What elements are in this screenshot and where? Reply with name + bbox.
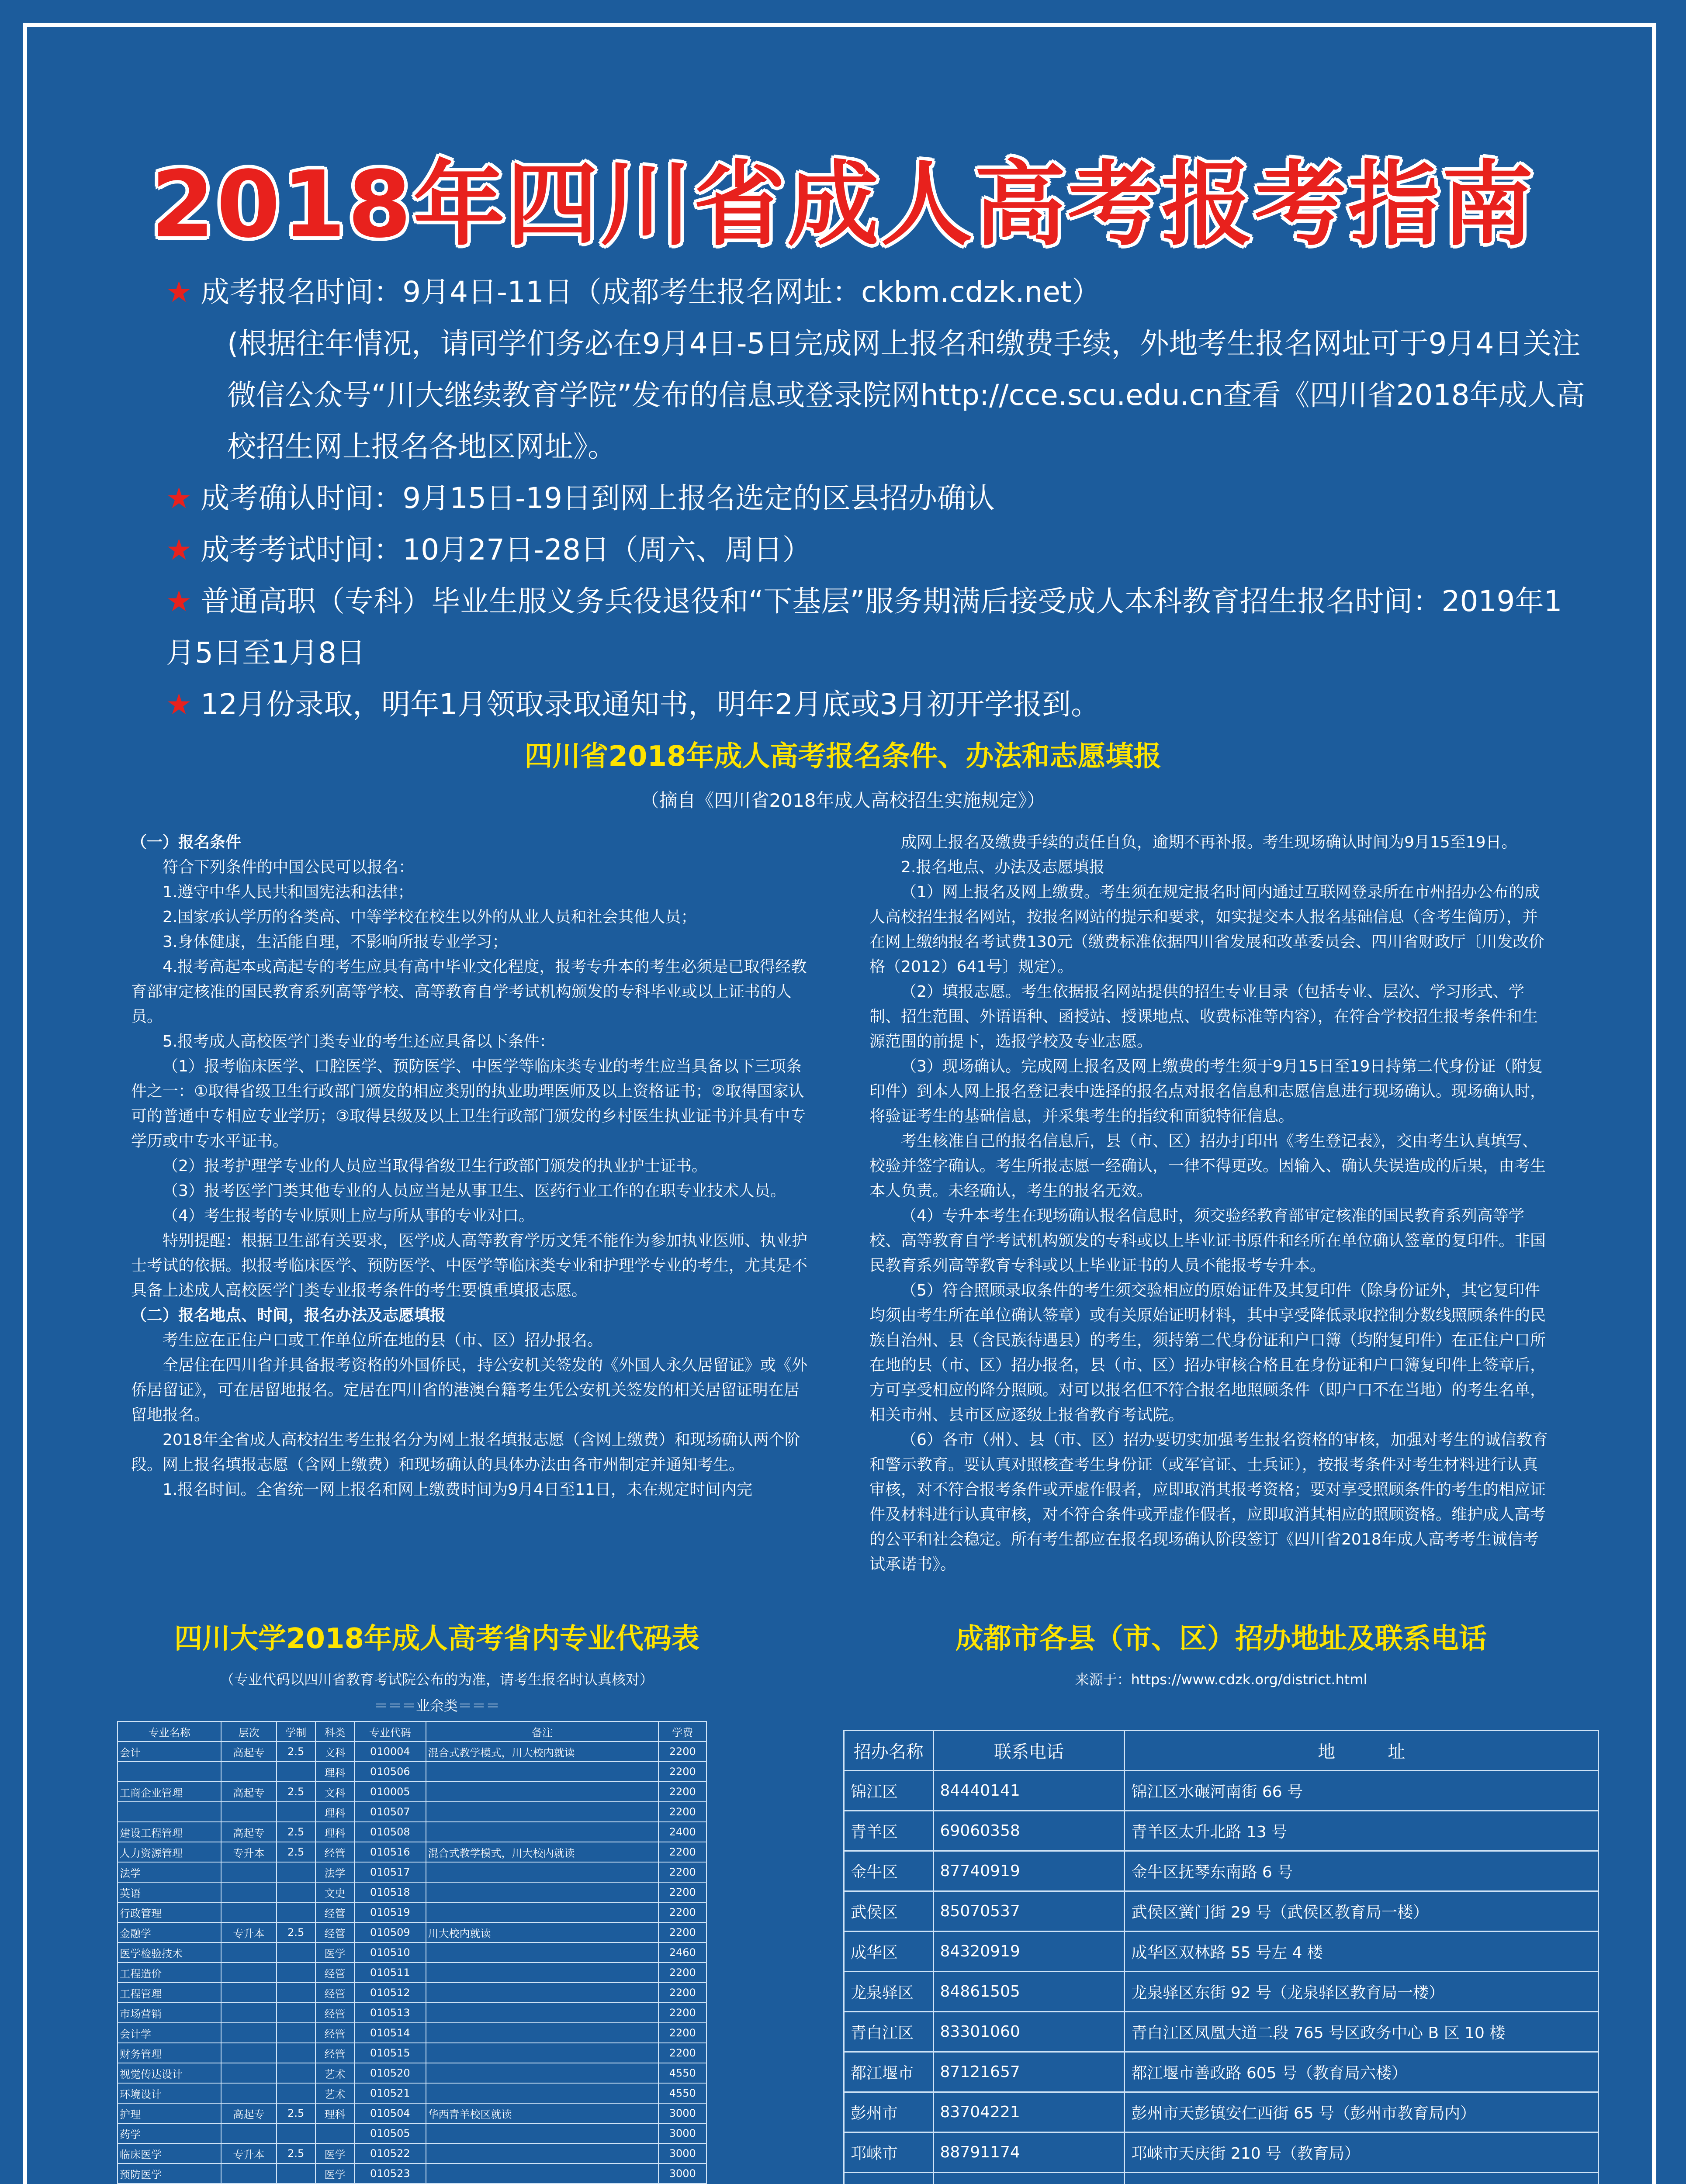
conditions-subtitle: （摘自《四川省2018年成人高校招生实施规定》）	[640, 790, 1046, 811]
table-cell: 川大校内就读	[426, 1922, 659, 1942]
table-row	[118, 1862, 706, 1882]
table-cell: 锦江区水碾河南街 66 号	[1125, 1771, 1599, 1811]
table-cell: 2400	[658, 1822, 706, 1842]
table-cell: 文科	[315, 1782, 354, 1802]
table-cell: 青白江区	[844, 2012, 934, 2052]
table-cell: 法学	[118, 1862, 221, 1882]
table-row	[118, 2023, 706, 2043]
table-cell: 邛崃市天庆街 210 号（教育局）	[1125, 2132, 1599, 2173]
table-cell	[221, 1882, 276, 1902]
table-cell: 工程管理	[118, 1983, 221, 2003]
table-cell: 市场营销	[118, 2003, 221, 2023]
clause-paragraph: 4.报考高起本或高起专的考生应具有高中毕业文化程度，报考专升本的考生必须是已取得经教育部审定核准的国民教育系列高等学校、高等教育自学考试机构颁发的专科毕业或以上证书的人员。	[131, 958, 807, 1026]
table-cell: 010521	[354, 2083, 426, 2103]
table-cell: 高起专	[221, 2103, 276, 2123]
clause-heading: （一）报名条件	[131, 833, 242, 851]
table-cell	[426, 2123, 659, 2143]
star-icon: ★	[166, 481, 192, 515]
table-cell	[426, 2023, 659, 2043]
table-cell	[933, 2173, 1125, 2184]
table-cell: 010512	[354, 1983, 426, 2003]
table-cell	[221, 2003, 276, 2023]
table-cell: 010004	[354, 1742, 426, 1762]
table-cell: 85070537	[933, 1891, 1125, 1932]
table-cell: 医学	[315, 2163, 354, 2184]
table-cell: 2200	[658, 1802, 706, 1822]
table-cell: 010513	[354, 2003, 426, 2023]
table-row	[844, 1891, 1599, 1932]
table-cell	[221, 2063, 276, 2083]
contacts-source: 来源于：https://www.cdzk.org/district.html	[1075, 1671, 1367, 1688]
table-cell: 彭州市天彭镇安仁西街 65 号（彭州市教育局内）	[1125, 2092, 1599, 2132]
clause-paragraph: 2.报名地点、办法及志愿填报	[901, 858, 1105, 876]
table-cell: 理科	[315, 1802, 354, 1822]
star-icon: ★	[166, 584, 192, 618]
table-cell	[277, 1983, 315, 2003]
clause-paragraph: 2018年全省成人高校招生考生报名分为网上报名填报志愿（含网上缴费）和现场确认两个阶段。网上报名填报志愿（含网上缴费）和现场确认的具体办法由各市州制定并通知考生。	[131, 1431, 800, 1474]
table-cell: 都江堰市善政路 605 号（教育局六楼）	[1125, 2052, 1599, 2092]
table-cell: 010517	[354, 1862, 426, 1882]
table-cell	[221, 1762, 276, 1782]
table-cell	[277, 2123, 315, 2143]
table-cell	[118, 1802, 221, 1822]
header-cell: 学制	[277, 1721, 315, 1742]
notice-admission: 12月份录取，明年1月领取录取通知书，明年2月底或3月初开学报到。	[201, 688, 1100, 721]
table-cell	[221, 1963, 276, 1983]
header-cell: 备注	[426, 1721, 659, 1742]
table-row	[844, 2052, 1599, 2092]
table-cell: 预防医学	[118, 2163, 221, 2184]
table-cell	[221, 2163, 276, 2184]
table-cell	[426, 2083, 659, 2103]
table-cell	[277, 2063, 315, 2083]
table-cell: 3000	[658, 2143, 706, 2163]
poster-title: 2018年四川省成人高考报考指南	[151, 151, 1535, 258]
table-row	[118, 1802, 706, 1822]
table-cell: 工商企业管理	[118, 1782, 221, 1802]
codes-title: 四川大学2018年成人高考省内专业代码表	[174, 1623, 700, 1655]
table-cell	[221, 1802, 276, 1822]
table-cell: 药学	[118, 2123, 221, 2143]
table-cell	[426, 1862, 659, 1882]
table-cell	[277, 2023, 315, 2043]
table-cell: 010510	[354, 1942, 426, 1963]
table-row	[118, 1983, 706, 2003]
table-cell: 护理	[118, 2103, 221, 2123]
table-cell	[277, 1802, 315, 1822]
table-cell: 010518	[354, 1882, 426, 1902]
header-cell: 学费	[658, 1721, 706, 1742]
clause-paragraph: 5.报考成人高校医学门类专业的考生还应具备以下条件：	[163, 1033, 555, 1051]
table-cell: 010509	[354, 1922, 426, 1942]
clause-paragraph: （2）填报志愿。考生依据报名网站提供的招生专业目录（包括专业、层次、学习形式、学制、招生范围、外语语种、函授站、授课地点、收费标准等内容），在符合学校招生报考条件和生源范围的前提下，选报学校及专业志愿。	[869, 983, 1538, 1051]
table-cell: 成华区	[844, 1932, 934, 1972]
table-cell: 青白江区凤凰大道二段 765 号区政务中心 B 区 10 楼	[1125, 2012, 1599, 2052]
table-cell: 理科	[315, 1822, 354, 1842]
table-cell: 84440141	[933, 1771, 1125, 1811]
table-cell: 经管	[315, 1963, 354, 1983]
table-cell: 行政管理	[118, 1902, 221, 1922]
clause-paragraph: （1）网上报名及网上缴费。考生须在规定报名时间内通过互联网登录所在市州招办公布的成人高校招生报名网站，按报名网站的提示和要求，如实提交本人报名基础信息（含考生简历），并在网上缴纳报名考试费130元（缴费标准依据四川省发展和改革委员会、四川省财政厅〔川发改价格（2012）641号〕规定）。	[869, 883, 1544, 976]
table-cell: 87740919	[933, 1851, 1125, 1891]
star-icon: ★	[166, 533, 192, 567]
table-cell	[426, 2143, 659, 2163]
table-cell: 临床医学	[118, 2143, 221, 2163]
spare-heading: ＝＝＝业余类＝＝＝	[374, 1697, 500, 1714]
table-cell: 彭州市	[844, 2092, 934, 2132]
table-cell: 88791174	[933, 2132, 1125, 2173]
table-cell: 邛崃市	[844, 2132, 934, 2173]
contacts-header	[844, 1731, 1599, 1771]
table-row	[118, 1963, 706, 1983]
table-cell: 经管	[315, 1922, 354, 1942]
table-cell	[221, 2023, 276, 2043]
table-row	[118, 2163, 706, 2184]
table-cell: 医学	[315, 1942, 354, 1963]
table-cell	[426, 2163, 659, 2184]
clause-paragraph: 全居住在四川省并具备报考资格的外国侨民，持公安机关签发的《外国人永久居留证》或《外侨居留证》，可在居留地报名。定居在四川省的港澳台籍考生凭公安机关签发的相关居留证明在居留地报名。	[131, 1356, 808, 1424]
table-cell: 理科	[315, 2103, 354, 2123]
table-cell: 010508	[354, 1822, 426, 1842]
table-row	[844, 1932, 1599, 1972]
table-cell: 2200	[658, 1902, 706, 1922]
table-row	[844, 2012, 1599, 2052]
clause-paragraph: 特别提醒：根据卫生部有关要求，医学成人高等教育学历文凭不能作为参加执业医师、执业护士考试的依据。拟报考临床医学、预防医学、中医学等临床类专业和护理学专业的考生，尤其是不具备上述成人高校医学门类专业报考条件的考生要慎重填报志愿。	[131, 1232, 808, 1299]
table-cell	[277, 1882, 315, 1902]
table-cell: 环境设计	[118, 2083, 221, 2103]
table-cell	[426, 1762, 659, 1782]
header-cell: 层次	[221, 1721, 276, 1742]
table-cell: 2200	[658, 1742, 706, 1762]
table-row	[844, 2173, 1599, 2184]
table-cell: 2200	[658, 1862, 706, 1882]
table-cell: 2.5	[277, 1742, 315, 1762]
table-cell: 武侯区	[844, 1891, 934, 1932]
table-cell: 混合式教学模式，川大校内就读	[426, 1742, 659, 1762]
table-cell	[277, 2003, 315, 2023]
table-cell: 文史	[315, 1882, 354, 1902]
table-cell	[277, 2083, 315, 2103]
table-row	[118, 1742, 706, 1762]
table-cell	[315, 2123, 354, 2143]
table-cell: 视觉传达设计	[118, 2063, 221, 2083]
table-cell	[221, 2083, 276, 2103]
table-cell: 经管	[315, 1983, 354, 2003]
clause-paragraph: （4）专升本考生在现场确认报名信息时，须交验经教育部审定核准的国民教育系列高等学校、高等教育自学考试机构颁发的专科或以上毕业证书原件和经所在单位确认签章的复印件。非国民教育系列高等教育专科或以上毕业证书的人员不能报考专升本。	[869, 1207, 1546, 1275]
table-cell: 2.5	[277, 2103, 315, 2123]
header-cell: 招办名称	[844, 1731, 934, 1771]
table-cell: 010514	[354, 2023, 426, 2043]
clause-paragraph: （1）报考临床医学、口腔医学、预防医学、中医学等临床类专业的考生应当具备以下三项条件之一：①取得省级卫生行政部门颁发的相应类别的执业助理医师及以上资格证书；②取得国家认可的普通中专相应专业学历；③取得县级及以上卫生行政部门颁发的乡村医生执业证书并具有中专学历或中专水平证书。	[131, 1057, 806, 1150]
table-cell: 84861505	[933, 1972, 1125, 2012]
header-cell: 联系电话	[933, 1731, 1125, 1771]
table-cell: 经管	[315, 2003, 354, 2023]
table-cell: 法学	[315, 1862, 354, 1882]
table-cell	[221, 1942, 276, 1963]
table-row	[118, 1902, 706, 1922]
table-cell: 83301060	[933, 2012, 1125, 2052]
table-cell: 4550	[658, 2083, 706, 2103]
table-cell	[221, 2043, 276, 2063]
table-cell: 艺术	[315, 2063, 354, 2083]
table-row	[118, 1842, 706, 1862]
table-row	[118, 1822, 706, 1842]
table-cell: 010005	[354, 1782, 426, 1802]
table-cell: 锦江区	[844, 1771, 934, 1811]
table-cell: 医学	[315, 2143, 354, 2163]
clause-paragraph: 1.报名时间。全省统一网上报名和网上缴费时间为9月4日至11日，未在规定时间内完	[163, 1481, 752, 1499]
table-cell: 2200	[658, 1762, 706, 1782]
table-cell: 3000	[658, 2163, 706, 2184]
table-cell	[1125, 2173, 1599, 2184]
table-cell: 金牛区	[844, 1851, 934, 1891]
table-cell: 经管	[315, 2043, 354, 2063]
clause-paragraph: 符合下列条件的中国公民可以报名：	[163, 858, 415, 876]
table-cell	[426, 2003, 659, 2023]
table-cell: 青羊区太升北路 13 号	[1125, 1811, 1599, 1851]
table-cell: 2.5	[277, 2143, 315, 2163]
table-row	[118, 2103, 706, 2123]
clause-paragraph: （3）现场确认。完成网上报名及网上缴费的考生须于9月15日至19日持第二代身份证（附复印件）到本人网上报名登记表中选择的报名点对报名信息和志愿信息进行现场确认。现场确认时，将验证考生的基础信息，并采集考生的指纹和面貌特征信息。	[869, 1057, 1546, 1125]
table-row	[118, 2043, 706, 2063]
notice-special: 普通高职（专科）毕业生服义务兵役退役和“下基层”服务期满后接受成人本科教育招生报名时间：2019年1月5日至1月8日	[166, 584, 1562, 670]
clause-paragraph: 成网上报名及缴费手续的责任自负，逾期不再补报。考生现场确认时间为9月15至19日。	[901, 833, 1517, 851]
table-cell: 龙泉驿区	[844, 1972, 934, 2012]
table-cell	[277, 2043, 315, 2063]
table-cell: 2200	[658, 2043, 706, 2063]
table-cell: 会计学	[118, 2023, 221, 2043]
clause-paragraph: （5）符合照顾录取条件的考生须交验相应的原始证件及其复印件（除身份证外，其它复印件均须由考生所在单位确认签章）或有关原始证明材料，其中享受降低录取控制分数线照顾条件的民族自治州、县（含民族待遇县）的考生，须持第二代身份证和户口簿（均附复印件）在正住户口所在地的县（市、区）招办报名，县（市、区）招办审核合格且在身份证和户口簿复印件上签章后，方可享受相应的降分照顾。对可以报名但不符合报名地照顾条件（即户口不在当地）的考生名单，相关市州、县市区应逐级上报省教育考试院。	[869, 1282, 1546, 1424]
conditions-right-column	[869, 830, 1551, 1577]
clause-paragraph: （3）报考医学门类其他专业的人员应当是从事卫生、医药行业工作的在职专业技术人员。	[163, 1182, 786, 1200]
header-cell: 地 址	[1125, 1731, 1599, 1771]
table-cell: 经管	[315, 1842, 354, 1862]
table-cell	[221, 1902, 276, 1922]
table-cell: 3000	[658, 2103, 706, 2123]
table-cell: 2.5	[277, 1922, 315, 1942]
header-cell: 专业代码	[354, 1721, 426, 1742]
star-icon: ★	[166, 688, 192, 721]
table-cell	[277, 1902, 315, 1922]
table-cell: 财务管理	[118, 2043, 221, 2063]
table-cell: 医学检验技术	[118, 1942, 221, 1963]
table-cell: 69060358	[933, 1811, 1125, 1851]
table-cell	[277, 1963, 315, 1983]
codes-note: （专业代码以四川省教育考试院公布的为准，请考生报名时认真核对）	[220, 1671, 654, 1688]
clause-paragraph: （4）考生报考的专业原则上应与所从事的专业对口。	[163, 1207, 534, 1225]
table-cell	[277, 1762, 315, 1782]
table-row	[118, 2143, 706, 2163]
clause-heading: （二）报名地点、时间，报名办法及志愿填报	[131, 1306, 446, 1324]
table-cell	[221, 2123, 276, 2143]
table-cell: 龙泉驿区东街 92 号（龙泉驿区教育局一楼）	[1125, 1972, 1599, 2012]
table-row	[118, 1782, 706, 1802]
table-cell: 010516	[354, 1842, 426, 1862]
table-cell: 2200	[658, 1983, 706, 2003]
table-cell: 2460	[658, 1942, 706, 1963]
table-cell	[426, 2063, 659, 2083]
table-cell	[426, 1902, 659, 1922]
table-cell: 010519	[354, 1902, 426, 1922]
clause-paragraph: 考生核准自己的报名信息后，县（市、区）招办打印出《考生登记表》，交由考生认真填写、校验并签字确认。考生所报志愿一经确认，一律不得更改。因输入、确认失误造成的后果，由考生本人负责。未经确认，考生的报名无效。	[869, 1132, 1546, 1200]
table-cell	[426, 1882, 659, 1902]
table-cell: 工程造价	[118, 1963, 221, 1983]
table-cell: 010523	[354, 2163, 426, 2184]
table-cell: 经管	[315, 1902, 354, 1922]
table-row	[118, 1762, 706, 1782]
header-cell: 专业名称	[118, 1721, 221, 1742]
table-cell: 2200	[658, 1882, 706, 1902]
table-cell: 3000	[658, 2123, 706, 2143]
table-cell	[426, 2043, 659, 2063]
table-cell: 010520	[354, 2063, 426, 2083]
table-cell: 金牛区抚琴东南路 6 号	[1125, 1851, 1599, 1891]
table-cell: 2200	[658, 1922, 706, 1942]
clause-paragraph: （6）各市（州）、县（市、区）招办要切实加强考生报名资格的审核，加强对考生的诚信教育和警示教育。要认真对照核查考生身份证（或军官证、士兵证），按报考条件对考生材料进行认真审核，对不符合报考条件或弄虚作假者，应即取消其报考资格；要对享受照顾条件的考生的相应证件及材料进行认真审核，对不符合条件或弄虚作假者，应即取消其相应的照顾资格。维护成人高考的公平和社会稳定。所有考生都应在报名现场确认阶段签订《四川省2018年成人高考考生诚信考试承诺书》。	[869, 1431, 1548, 1573]
code-table-header	[118, 1721, 706, 1742]
table-cell	[426, 1963, 659, 1983]
table-cell: 理科	[315, 1762, 354, 1782]
table-cell: 010505	[354, 2123, 426, 2143]
table-cell: 010507	[354, 1802, 426, 1822]
conditions-title: 四川省2018年成人高考报名条件、办法和志愿填报	[524, 740, 1162, 773]
notice-confirmation: 成考确认时间：9月15日-19日到网上报名选定的区县招办确认	[201, 481, 995, 515]
table-cell: 2200	[658, 1963, 706, 1983]
clause-paragraph: 考生应在正住户口或工作单位所在地的县（市、区）招办报名。	[163, 1331, 603, 1349]
clause-paragraph: 2.国家承认学历的各类高、中等学校在校生以外的从业人员和社会其他人员；	[163, 908, 697, 926]
contacts-table	[843, 1730, 1599, 2184]
table-cell: 高起专	[221, 1742, 276, 1762]
table-cell: 2.5	[277, 1842, 315, 1862]
table-cell: 专升本	[221, 1842, 276, 1862]
table-cell: 经管	[315, 2023, 354, 2043]
table-cell	[221, 1983, 276, 2003]
table-cell	[277, 1942, 315, 1963]
table-cell: 2.5	[277, 1782, 315, 1802]
table-row	[844, 1771, 1599, 1811]
table-cell	[221, 1862, 276, 1882]
table-cell: 2200	[658, 1782, 706, 1802]
notice-registration: 成考报名时间：9月4日-11日（成都考生报名网址：ckbm.cdzk.net）	[201, 275, 1101, 309]
table-row	[118, 2083, 706, 2103]
table-cell	[277, 2163, 315, 2184]
table-cell	[118, 1762, 221, 1782]
table-cell: 混合式教学模式，川大校内就读	[426, 1842, 659, 1862]
table-cell	[426, 1942, 659, 1963]
table-cell: 2200	[658, 2023, 706, 2043]
table-cell: 87121657	[933, 2052, 1125, 2092]
table-row	[118, 1942, 706, 1963]
table-cell: 83704221	[933, 2092, 1125, 2132]
table-row	[118, 2003, 706, 2023]
table-cell	[426, 1822, 659, 1842]
table-cell: 青羊区	[844, 1811, 934, 1851]
table-cell: 艺术	[315, 2083, 354, 2103]
table-cell: 专升本	[221, 2143, 276, 2163]
table-cell: 2200	[658, 1842, 706, 1862]
table-row	[844, 1851, 1599, 1891]
conditions-left-column	[131, 830, 813, 1502]
table-cell: 84320919	[933, 1932, 1125, 1972]
clause-paragraph: 1.遵守中华人民共和国宪法和法律；	[163, 883, 414, 901]
table-cell: 010515	[354, 2043, 426, 2063]
table-cell: 4550	[658, 2063, 706, 2083]
table-cell: 英语	[118, 1882, 221, 1902]
table-cell	[426, 1782, 659, 1802]
table-cell: 人力资源管理	[118, 1842, 221, 1862]
clause-paragraph: 3.身体健康，生活能自理，不影响所报专业学习；	[163, 933, 508, 951]
table-cell: 文科	[315, 1742, 354, 1762]
table-cell: 金融学	[118, 1922, 221, 1942]
notices	[166, 266, 1586, 730]
notice-exam: 成考考试时间：10月27日-28日（周六、周日）	[201, 533, 811, 567]
table-cell: 建设工程管理	[118, 1822, 221, 1842]
table-cell: 010522	[354, 2143, 426, 2163]
table-cell	[277, 1862, 315, 1882]
table-cell: 010504	[354, 2103, 426, 2123]
table-row	[844, 1811, 1599, 1851]
star-icon: ★	[166, 275, 192, 309]
table-cell: 会计	[118, 1742, 221, 1762]
table-row	[118, 2063, 706, 2083]
table-cell	[426, 1802, 659, 1822]
table-cell: 高起专	[221, 1822, 276, 1842]
table-row	[844, 2132, 1599, 2173]
table-cell: 华西青羊校区就读	[426, 2103, 659, 2123]
table-cell: 010511	[354, 1963, 426, 1983]
table-row	[844, 2092, 1599, 2132]
table-row	[118, 1922, 706, 1942]
header-cell: 科类	[315, 1721, 354, 1742]
contacts-title: 成都市各县（市、区）招办地址及联系电话	[956, 1623, 1487, 1655]
table-cell	[844, 2173, 934, 2184]
table-cell	[426, 1983, 659, 2003]
table-cell: 2.5	[277, 1822, 315, 1842]
clause-paragraph: （2）报考护理学专业的人员应当取得省级卫生行政部门颁发的执业护士证书。	[163, 1157, 707, 1175]
table-row	[118, 1882, 706, 1902]
table-row	[844, 1972, 1599, 2012]
table-cell: 成华区双林路 55 号左 4 楼	[1125, 1932, 1599, 1972]
table-row	[118, 2123, 706, 2143]
notice-registration-detail: (根据往年情况，请同学们务必在9月4日-5日完成网上报名和缴费手续，外地考生报名网址可于9月4日关注微信公众号“川大继续教育学院”发布的信息或登录院网http://cce.scu.edu.cn查看《四川省2018年成人高校招生网上报名各地区网址》。	[227, 327, 1585, 463]
table-cell: 高起专	[221, 1782, 276, 1802]
table-cell: 武侯区黉门街 29 号（武侯区教育局一楼）	[1125, 1891, 1599, 1932]
table-cell: 010506	[354, 1762, 426, 1782]
spare-code-table	[117, 1721, 707, 2184]
table-cell: 都江堰市	[844, 2052, 934, 2092]
table-cell: 专升本	[221, 1922, 276, 1942]
table-cell: 2200	[658, 2003, 706, 2023]
